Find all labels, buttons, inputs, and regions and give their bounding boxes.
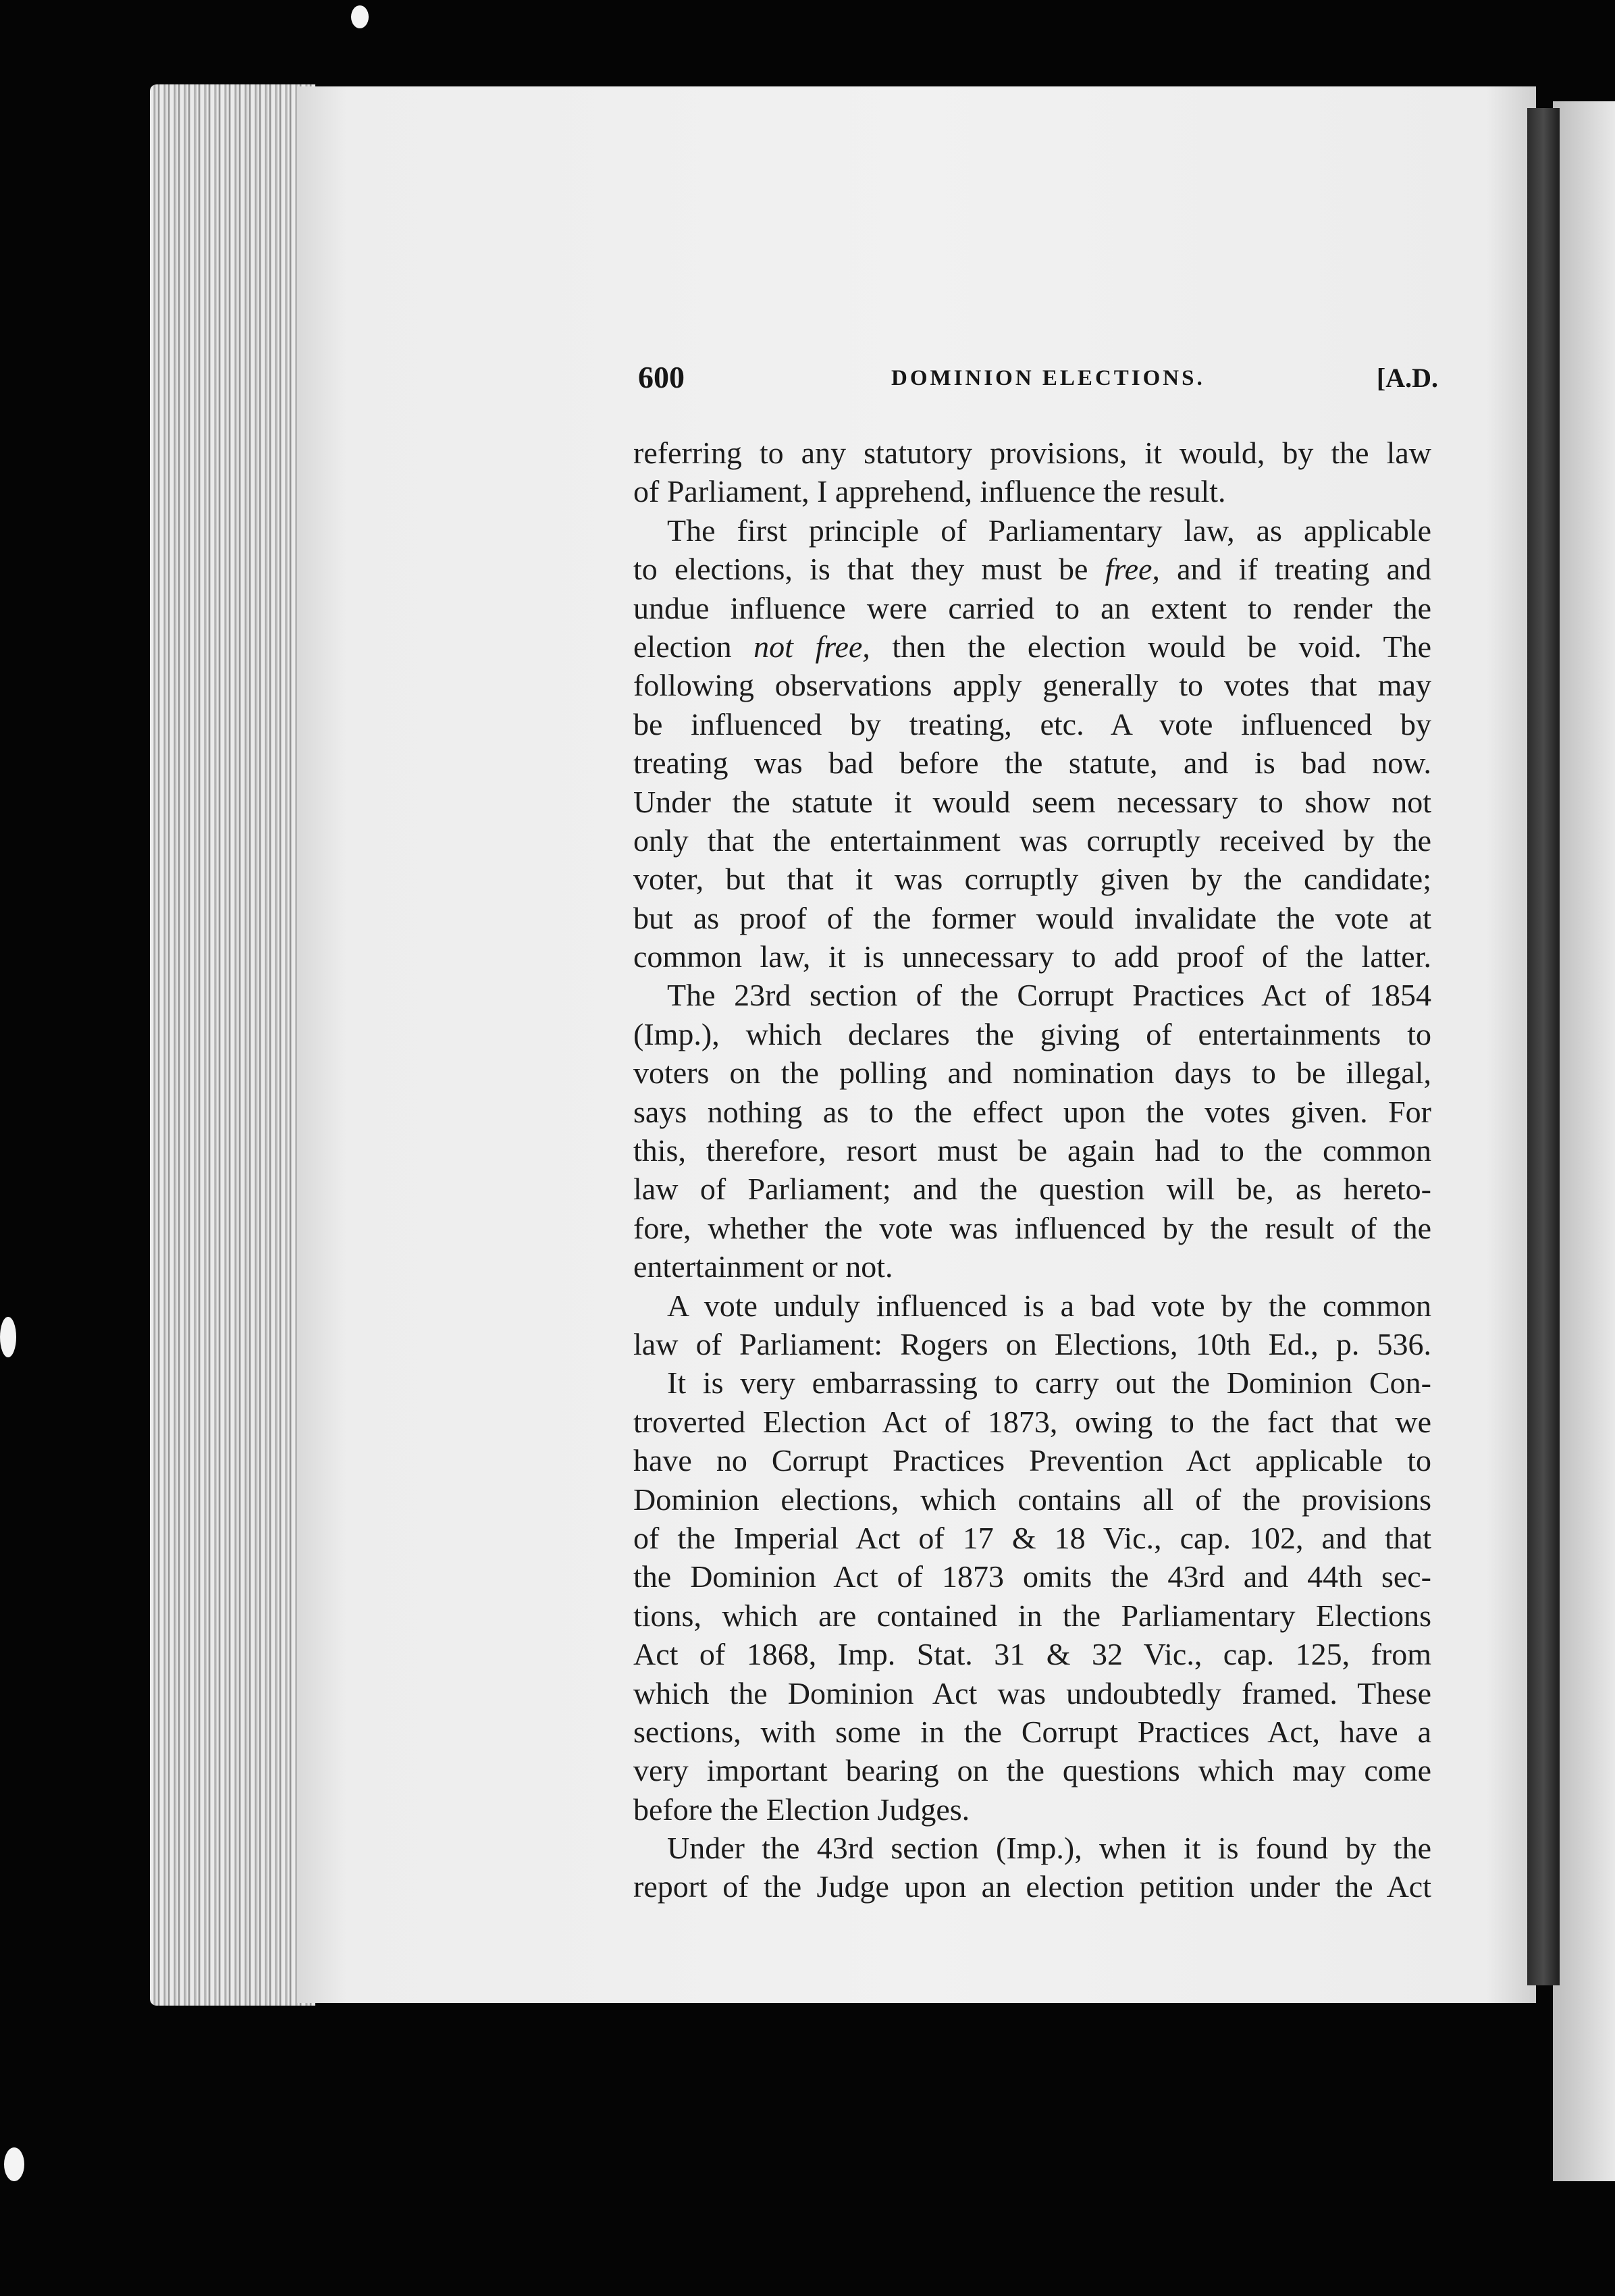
text-line: voter, but that it was corruptly given by the candidate; xyxy=(633,862,1431,897)
book-binding xyxy=(1527,108,1560,1985)
text-line: report of the Judge upon an election petition under the Act xyxy=(633,1869,1431,1904)
text-line: voters on the polling and nomination days to be illegal, xyxy=(633,1055,1431,1091)
text-line: this, therefore, resort must be again had to the common xyxy=(633,1133,1431,1168)
text-line: (Imp.), which declares the giving of entertainments to xyxy=(633,1016,1431,1051)
text-line: treating was bad before the statute, and is bad now. xyxy=(633,746,1431,781)
text-line: only that the entertainment was corruptly received by the xyxy=(633,823,1431,858)
text-run: election xyxy=(633,629,754,664)
text-line: of Parliament, I apprehend, influence the result. xyxy=(633,474,1226,509)
running-title: DOMINION ELECTIONS. xyxy=(891,366,1205,390)
text-line: Under the 43rd section (Imp.), when it is found by the xyxy=(667,1831,1431,1866)
text-line: tions, which are contained in the Parliamentary Elections xyxy=(633,1598,1431,1633)
text-line: but as proof of the former would invalidate the vote at xyxy=(633,900,1431,935)
text-line: A vote unduly influenced is a bad vote by the common xyxy=(667,1288,1431,1323)
section-mark: [A.D. xyxy=(1376,363,1438,393)
text-line: The 23rd section of the Corrupt Practices Act of 1854 xyxy=(667,978,1431,1013)
text-line xyxy=(633,550,1431,588)
text-line: which the Dominion Act was undoubtedly framed. These xyxy=(633,1675,1431,1711)
facing-page-edge xyxy=(1553,101,1615,2181)
text-line: following observations apply generally to votes that may xyxy=(633,668,1431,703)
dust-speck xyxy=(4,2147,24,2181)
stacked-page-edges xyxy=(150,84,315,2006)
dust-speck xyxy=(351,5,369,28)
text-line: Dominion elections, which contains all of the provisions xyxy=(633,1482,1431,1517)
text-line: very important bearing on the questions which may come xyxy=(633,1753,1431,1788)
text-line: fore, whether the vote was influenced by the result of the xyxy=(633,1210,1431,1245)
text-run: to elections, is that they must be xyxy=(633,552,1105,587)
text-line: It is very embarrassing to carry out the Dominion Con- xyxy=(667,1365,1431,1401)
text-line: troverted Election Act of 1873, owing to the fact that we xyxy=(633,1404,1431,1439)
text-line: common law, it is unnecessary to add proof of the latter. xyxy=(633,939,1431,974)
italic-run: not free, xyxy=(753,629,870,664)
text-line: have no Corrupt Practices Prevention Act applicable to xyxy=(633,1443,1431,1478)
text-line: of the Imperial Act of 17 & 18 Vic., cap. 102, and that xyxy=(633,1520,1431,1555)
text-line: The first principle of Parliamentary law, as applicable xyxy=(667,513,1431,548)
text-line: before the Election Judges. xyxy=(633,1792,970,1827)
body-text xyxy=(633,434,1431,1906)
text-line: Under the statute it would seem necessary to show not xyxy=(633,784,1431,819)
text-line: undue influence were carried to an extent to render the xyxy=(633,590,1431,625)
italic-run: free, xyxy=(1105,552,1160,587)
text-line: law of Parliament: Rogers on Elections, 10th Ed., p. 536. xyxy=(633,1326,1431,1361)
text-line: referring to any statutory provisions, it would, by the law xyxy=(633,436,1431,470)
text-line: law of Parliament; and the question will be, as hereto- xyxy=(633,1172,1431,1207)
dust-speck xyxy=(0,1317,16,1357)
text-run: and if treating and xyxy=(1159,552,1431,587)
text-line: Act of 1868, Imp. Stat. 31 & 32 Vic., cap. 125, from xyxy=(633,1637,1431,1672)
running-head xyxy=(638,359,1438,407)
text-line: entertainment or not. xyxy=(633,1249,893,1284)
text-line: sections, with some in the Corrupt Practices Act, have a xyxy=(633,1714,1431,1749)
text-line: the Dominion Act of 1873 omits the 43rd and 44th sec- xyxy=(633,1559,1431,1594)
text-line: says nothing as to the effect upon the votes given. For xyxy=(633,1094,1431,1129)
text-line: be influenced by treating, etc. A vote influenced by xyxy=(633,706,1431,741)
text-line xyxy=(633,627,1431,666)
text-run: then the election would be void. The xyxy=(870,629,1431,664)
page-number: 600 xyxy=(638,360,685,394)
